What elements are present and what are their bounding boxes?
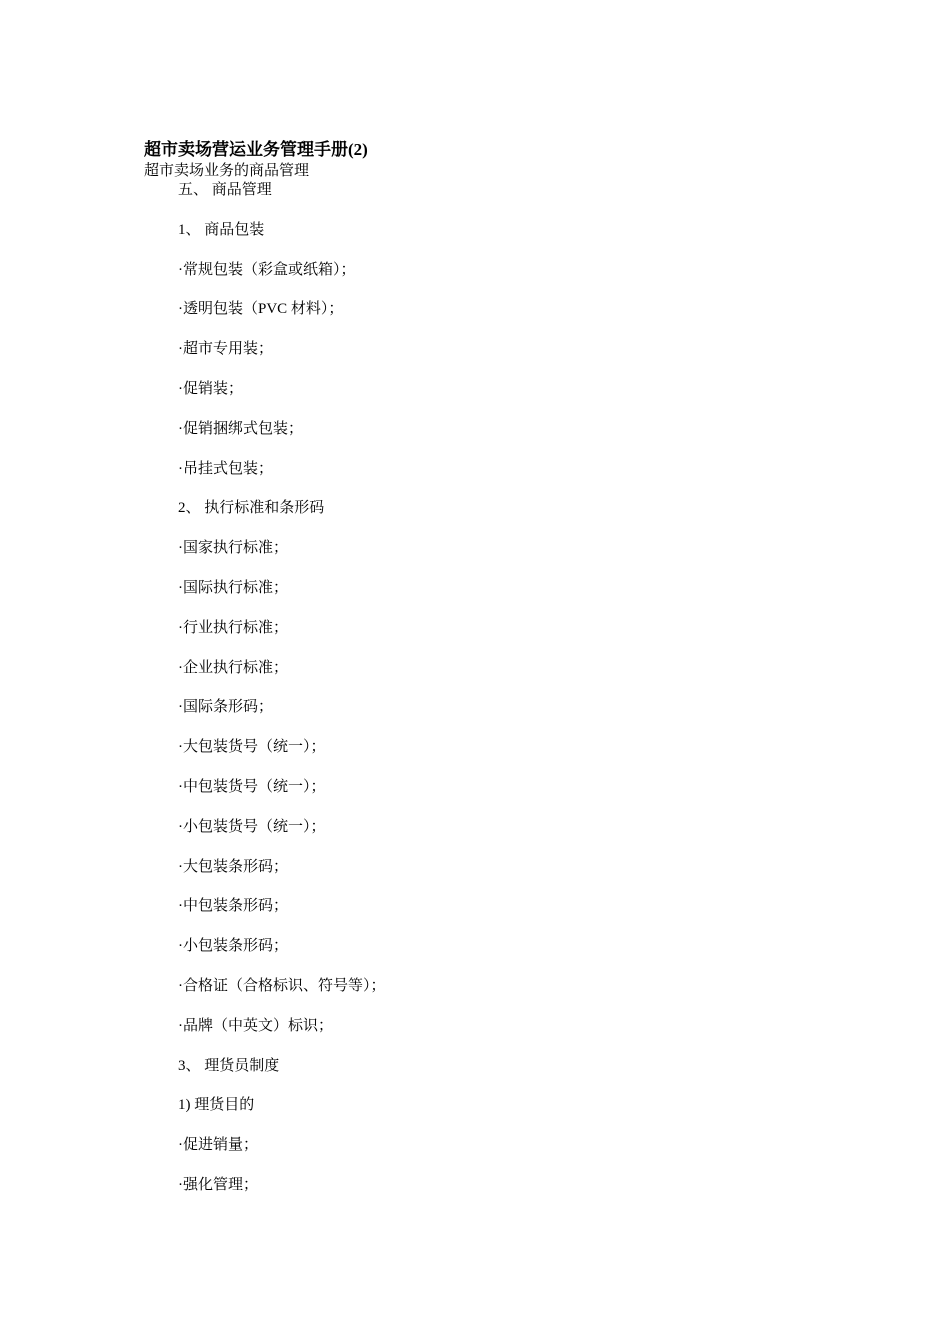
list-item: ·行业执行标准； — [178, 619, 288, 636]
list-item: ·小包装条形码； — [178, 938, 288, 955]
list-item: ·促销装； — [178, 380, 243, 397]
list-item: ·促销捆绑式包装； — [178, 420, 303, 437]
document-title: 超市卖场营运业务管理手册(2) — [144, 140, 368, 159]
document-subtitle: 超市卖场业务的商品管理 — [144, 163, 310, 179]
list-item: ·品牌（中英文）标识； — [178, 1017, 333, 1034]
subsection-heading: 2、 执行标准和条形码 — [178, 500, 325, 517]
list-item: ·合格证（合格标识、符号等）； — [178, 977, 386, 994]
subsection-heading: 1) 理货目的 — [178, 1097, 255, 1114]
list-item: ·中包装货号（统一）； — [178, 778, 326, 795]
list-item: ·常规包装（彩盒或纸箱）； — [178, 261, 356, 278]
list-item: ·大包装货号（统一）； — [178, 739, 326, 756]
list-item: ·小包装货号（统一）； — [178, 818, 326, 835]
list-item: ·超市专用装； — [178, 341, 273, 358]
subsection-heading: 1、 商品包装 — [178, 221, 265, 238]
document-body — [178, 180, 386, 1215]
list-item: ·透明包装（PVC 材料）； — [178, 301, 344, 318]
list-item: ·企业执行标准； — [178, 659, 288, 676]
subsection-heading: 3、 理货员制度 — [178, 1057, 280, 1074]
list-item: ·促进销量； — [178, 1137, 258, 1154]
list-item: ·中包装条形码； — [178, 898, 288, 915]
section-heading: 五、 商品管理 — [178, 182, 272, 198]
list-item: ·强化管理； — [178, 1176, 258, 1193]
list-item: ·国家执行标准； — [178, 540, 288, 557]
list-item: ·国际执行标准； — [178, 579, 288, 596]
list-item: ·吊挂式包装； — [178, 460, 273, 477]
list-item: ·大包装条形码； — [178, 858, 288, 875]
list-item: ·国际条形码； — [178, 699, 273, 716]
